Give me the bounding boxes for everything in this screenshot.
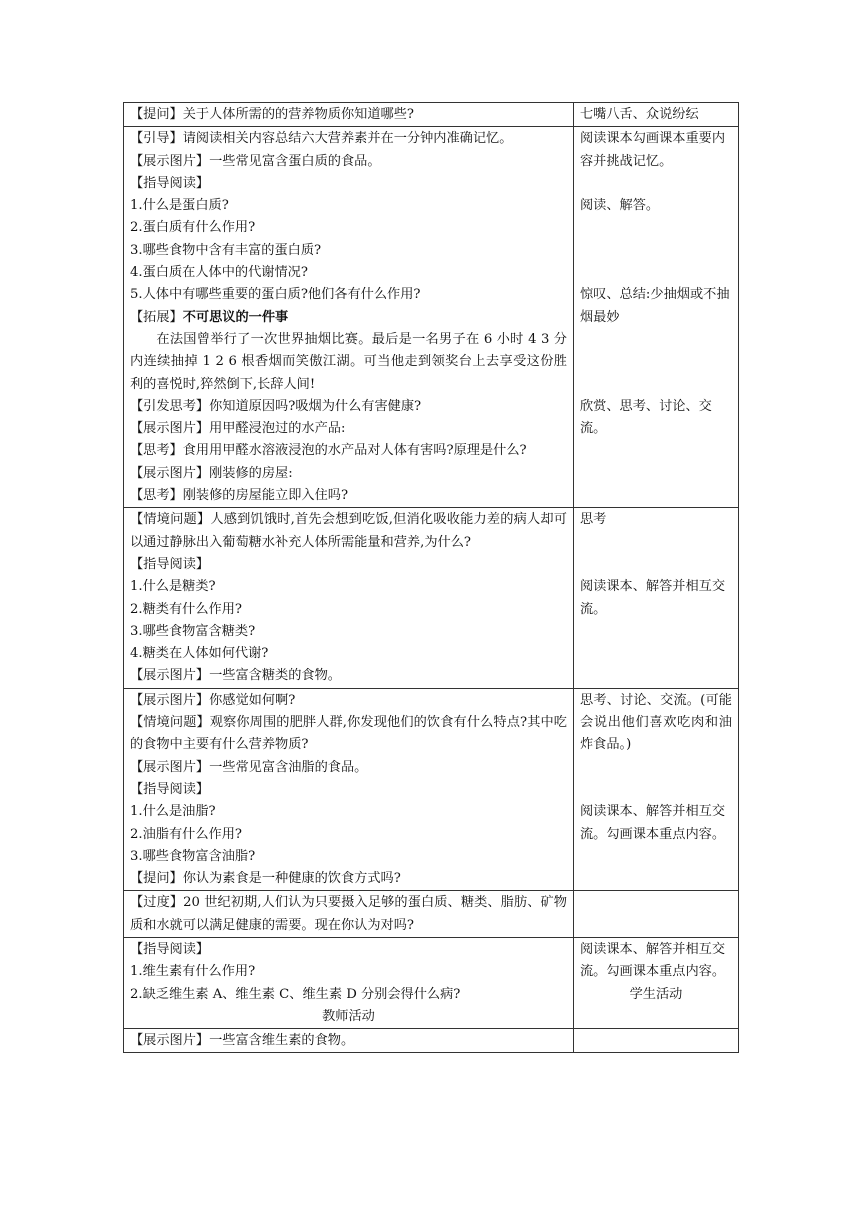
- table-row: [124, 688, 739, 891]
- student-line: 阅读课本、解答并相互交流。勾画课本重点内容。: [580, 941, 726, 980]
- teacher-line: 【展示图片】你感觉如何啊?: [130, 692, 296, 708]
- table-row: [124, 1029, 739, 1053]
- teacher-line: 【指导阅读】: [130, 781, 210, 797]
- teacher-line: 【引发思考】你知道原因吗?吸烟为什么有害健康?: [130, 398, 422, 414]
- student-line: 阅读课本、解答并相互交流。勾画课本重点内容。: [580, 804, 726, 842]
- student-line: 欣赏、思考、讨论、交流。: [580, 398, 712, 437]
- table-row: [124, 103, 739, 127]
- student-line: 惊叹、总结:少抽烟或不抽烟最妙: [580, 287, 730, 325]
- student-cell: [574, 127, 739, 508]
- expand-title: 不可思议的一件事: [182, 309, 289, 325]
- column-header-teacher: 教师活动: [322, 1008, 375, 1024]
- teacher-cell: [124, 508, 574, 688]
- teacher-cell: [124, 127, 574, 508]
- teacher-line: 【展示图片】一些常见富含油脂的食品。: [130, 759, 368, 775]
- teacher-line: 3.哪些食物富含糖类?: [130, 623, 256, 639]
- student-line: 七嘴八舌、众说纷纭: [580, 107, 699, 122]
- column-header-student: 学生活动: [629, 986, 683, 1002]
- teacher-line: 【指导阅读】: [130, 556, 210, 572]
- teacher-line: 【提问】关于人体所需的的营养物质你知道哪些?: [130, 107, 415, 122]
- teacher-line: 【展示图片】一些富含糖类的食物。: [130, 668, 341, 684]
- student-line: 思考: [580, 512, 607, 528]
- teacher-cell: [124, 688, 574, 891]
- teacher-line: 2.油脂有什么作用?: [130, 826, 242, 842]
- teacher-line: 【情境问题】人感到饥饿时,首先会想到吃饭,但消化吸收能力差的病人却可以通过静脉出入葡萄糖水补充人体所需能量和营养,为什么?: [130, 512, 567, 550]
- teacher-line: 【情境问题】观察你周围的肥胖人群,你发现他们的饮食有什么特点?其中吃的食物中主要有什么营养物质?: [130, 715, 567, 753]
- teacher-line: 【展示图片】一些富含维生素的食物。: [130, 1033, 355, 1049]
- student-line: 阅读课本、解答并相互交流。: [580, 579, 726, 617]
- teacher-line: 【过度】20 世纪初期,人们认为只要摄入足够的蛋白质、糖类、脂肪、矿物质和水就可以满足健康的需要。现在你认为对吗?: [130, 895, 567, 933]
- lesson-plan-table: [123, 102, 739, 1053]
- student-cell: [574, 508, 739, 688]
- teacher-line: 4.糖类在人体如何代谢?: [130, 646, 269, 662]
- teacher-line: 【指导阅读】: [130, 941, 210, 957]
- teacher-line: 1.维生素有什么作用?: [130, 964, 256, 980]
- table-row: [124, 891, 739, 938]
- teacher-line: 3.哪些食物富含油脂?: [130, 848, 256, 864]
- teacher-line: 【指导阅读】: [130, 175, 210, 191]
- teacher-line: 【提问】你认为素食是一种健康的饮食方式吗?: [130, 871, 401, 887]
- student-line: 阅读课本勾画课本重要内容并挑战记忆。: [580, 131, 726, 169]
- teacher-line: 【展示图片】用甲醛浸泡过的水产品:: [130, 421, 346, 437]
- expand-heading: [130, 307, 567, 329]
- story-paragraph: 在法国曾举行了一次世界抽烟比赛。最后是一名男子在 6 小时 4 3 分内连续抽掉 1 2 6 根香烟而笑傲江湖。可当他走到领奖台上去享受这份胜利的喜悦时,猝然倒下,长辞人间!: [130, 331, 567, 392]
- teacher-line: 【思考】食用用甲醛水溶液浸泡的水产品对人体有害吗?原理是什么?: [130, 443, 527, 459]
- teacher-line: 4.蛋白质在人体中的代谢情况?: [130, 265, 308, 281]
- student-line: 思考、讨论、交流。(可能会说出他们喜欢吃肉和油炸食品。): [580, 692, 732, 753]
- table-row: [124, 127, 739, 508]
- teacher-line: 1.什么是油脂?: [130, 804, 216, 820]
- table-row: [124, 937, 739, 1028]
- teacher-cell: [124, 1029, 574, 1053]
- teacher-line: 【引导】请阅读相关内容总结六大营养素并在一分钟内准确记忆。: [130, 131, 513, 147]
- teacher-line: 【思考】刚装修的房屋能立即入住吗?: [130, 488, 349, 504]
- teacher-line: 【展示图片】刚装修的房屋:: [130, 465, 293, 481]
- student-line: [580, 1030, 732, 1052]
- teacher-line: 2.蛋白质有什么作用?: [130, 220, 256, 236]
- teacher-cell: [124, 103, 574, 127]
- student-cell: [574, 1029, 739, 1053]
- table-row: [124, 508, 739, 688]
- teacher-line: 1.什么是蛋白质?: [130, 198, 229, 214]
- teacher-line: 2.糖类有什么作用?: [130, 601, 242, 617]
- student-cell: [574, 891, 739, 938]
- expand-tag: 【拓展】: [130, 309, 183, 325]
- student-cell: [574, 937, 739, 1028]
- student-line: [580, 892, 732, 914]
- student-cell: [574, 103, 739, 127]
- teacher-line: 3.哪些食物中含有丰富的蛋白质?: [130, 242, 322, 258]
- teacher-line: 1.什么是糖类?: [130, 579, 216, 595]
- teacher-cell: [124, 937, 574, 1028]
- student-cell: [574, 688, 739, 891]
- teacher-cell: [124, 891, 574, 938]
- teacher-line: 5.人体中有哪些重要的蛋白质?他们各有什么作用?: [130, 287, 421, 303]
- student-line: 阅读、解答。: [580, 198, 660, 214]
- teacher-line: 【展示图片】一些常见富含蛋白质的食品。: [130, 153, 381, 169]
- teacher-line: 2.缺乏维生素 A、维生素 C、维生素 D 分别会得什么病?: [130, 986, 461, 1002]
